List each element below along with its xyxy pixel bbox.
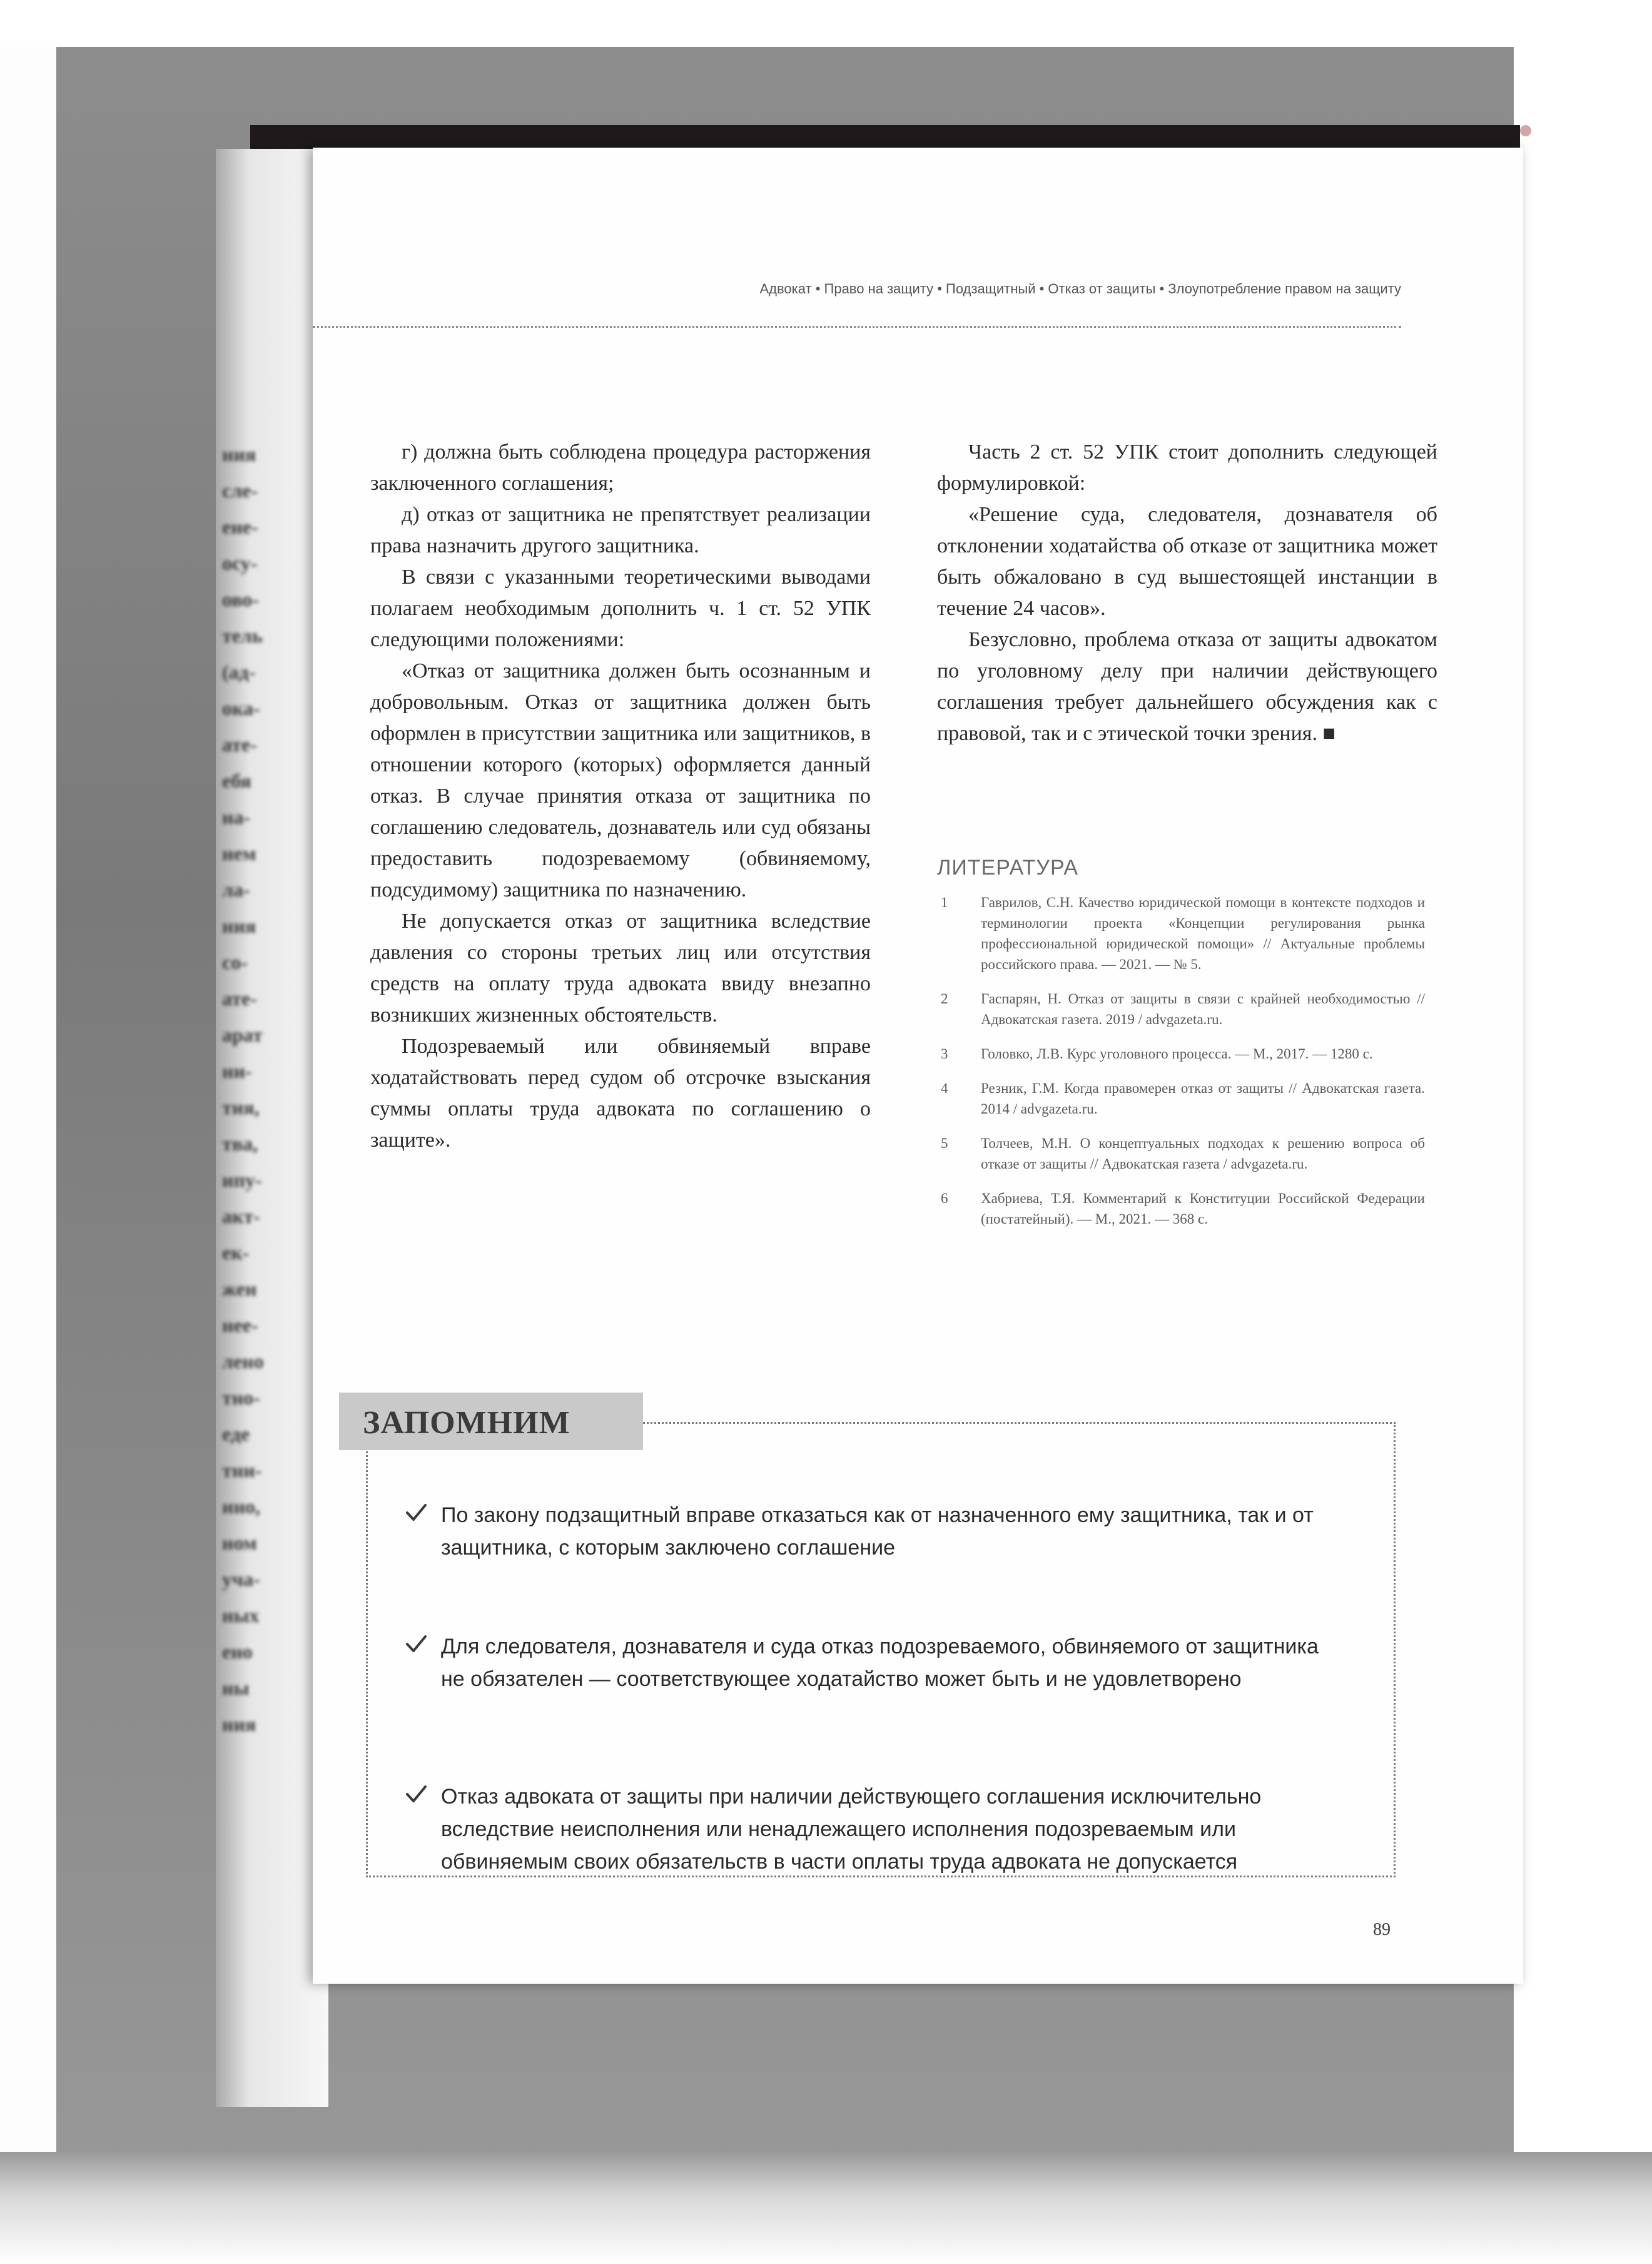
reference-number: 3: [941, 1046, 948, 1062]
reference-item: [937, 1188, 1425, 1229]
reference-text: Толчеев, М.Н. О концептуальных подходах к решению вопроса об отказе от защиты // Адвокатская газета / advgazeta.ru.: [981, 1135, 1425, 1172]
book-page: [313, 148, 1523, 1984]
left-page-text-fragment: сле-: [222, 479, 258, 502]
scan-edge-right: [1514, 0, 1652, 2264]
reference-text: Резник, Г.М. Когда правомерен отказ от защиты // Адвокатская газета. 2014 / advgazeta.ru.: [981, 1080, 1425, 1117]
remember-item-text: По закону подзащитный вправе отказаться как от назначенного ему защитника, так и от защитника, с которым заключено соглашение: [441, 1503, 1314, 1560]
scan-edge-bottom: [0, 2152, 1652, 2264]
reference-item: [937, 1043, 1425, 1064]
left-page-text-fragment: ено: [222, 1640, 253, 1663]
left-page-text-fragment: ны: [222, 1677, 250, 1699]
left-page-text-fragment: ино,: [222, 1495, 260, 1518]
reference-text: Хабриева, Т.Я. Комментарий к Конституции Российской Федерации (постатейный). — М., 2021. — 368 с.: [981, 1190, 1425, 1227]
left-page-text-fragment: тия,: [222, 1096, 260, 1119]
reference-item: [937, 988, 1425, 1030]
remember-item: [403, 1630, 1342, 1695]
reference-number: 2: [941, 991, 948, 1007]
scan-edge-top: [0, 0, 1652, 47]
reference-number: 4: [941, 1080, 948, 1096]
left-page-text-fragment: уча-: [222, 1568, 260, 1590]
reference-text: Головко, Л.В. Курс уголовного процесса. — М., 2017. — 1280 с.: [981, 1046, 1373, 1062]
left-page-text-fragment: ате-: [222, 733, 257, 756]
reference-text: Гаспарян, Н. Отказ от защиты в связи с крайней необходимостью // Адвокатская газета. 2019 / advgazeta.ru.: [981, 991, 1425, 1027]
left-page-text-fragment: (ад-: [222, 661, 256, 683]
remember-item: [403, 1499, 1342, 1564]
left-page-text-fragment: ния: [222, 443, 256, 465]
left-page-text-fragment: ока-: [222, 697, 260, 719]
left-page-text-fragment: ебя: [222, 769, 251, 792]
remember-item: [403, 1780, 1342, 1878]
left-page-fragment: [216, 149, 328, 2107]
left-page-text-fragment: ния: [222, 915, 256, 937]
paragraph: Подозреваемый или обвиняемый вправе ходатайствовать перед судом об отсрочке взыскания суммы оплаты труда адвоката по соглашению о защите».: [370, 1035, 871, 1152]
left-page-text-fragment: тель: [222, 624, 263, 647]
left-page-text-fragment: ния: [222, 1713, 256, 1735]
checkmark-icon: [403, 1782, 428, 1807]
left-page-text-fragment: на-: [222, 806, 251, 828]
left-page-text-fragment: тно-: [222, 1386, 260, 1409]
reference-text: Гаврилов, С.Н. Качество юридической помощи в контексте подходов и терминологии проекта «Концепции регулирования рынка профессиональной юридической помощи» // Актуальные проблемы российского права. — 2021. — № 5.: [981, 895, 1425, 972]
left-page-text-fragment: ате-: [222, 987, 257, 1010]
paragraph: Часть 2 ст. 52 УПК стоит дополнить следующей формулировкой:: [937, 440, 1437, 495]
paragraph: Безусловно, проблема отказа от защиты адвокатом по уголовному делу при наличии действующего соглашения требует дальнейшего обсуждения как с правовой, так и с этической точки зрения. ■: [937, 628, 1437, 745]
reference-number: 1: [941, 895, 948, 910]
reference-number: 6: [941, 1190, 948, 1206]
left-page-text-fragment: арат: [222, 1023, 263, 1046]
left-page-text-fragment: осу-: [222, 552, 258, 574]
left-page-text-fragment: акт-: [222, 1205, 260, 1227]
paragraph: Не допускается отказ от защитника вследствие давления со стороны третьих лиц или отсутствия средств на оплату труда адвоката ввиду внезапно возникших жизненных обстоятельств.: [370, 910, 871, 1027]
references-title: ЛИТЕРАТУРА: [937, 856, 1079, 880]
left-page-text-fragment: со-: [222, 951, 248, 973]
page-number: 89: [1373, 1920, 1391, 1939]
left-page-text-fragment: ла-: [222, 878, 250, 901]
remember-title: ЗАПОМНИМ: [363, 1405, 570, 1441]
paragraph: г) должна быть соблюдена процедура расторжения заключенного соглашения;: [370, 440, 871, 495]
left-page-text-fragment: тва,: [222, 1132, 258, 1155]
references-list: [937, 892, 1425, 1243]
left-page-text-fragment: ном: [222, 1531, 257, 1554]
running-header: Адвокат • Право на защиту • Подзащитный • Отказ от защиты • Злоупотребление правом на защиту: [759, 281, 1401, 297]
left-page-text-fragment: ек-: [222, 1241, 250, 1264]
reference-item: [937, 892, 1425, 975]
left-page-text-fragment: жен: [222, 1277, 257, 1300]
reference-item: [937, 1133, 1425, 1174]
remember-item-text: Отказ адвоката от защиты при наличии действующего соглашения исключительно вследствие неисполнения или ненадлежащего исполнения подозреваемым или обвиняемым своих обязательств в части оплаты труда адвоката не допускается: [441, 1785, 1262, 1874]
left-page-text-fragment: тни-: [222, 1459, 262, 1481]
paragraph: д) отказ от защитника не препятствует реализации права назначить другого защитника.: [370, 503, 871, 557]
right-text-column: [937, 437, 1437, 749]
reference-number: 5: [941, 1135, 948, 1151]
left-page-text-fragment: ни-: [222, 1060, 252, 1082]
scan-edge-left: [0, 0, 56, 2264]
paragraph: «Отказ от защитника должен быть осознанным и добровольным. Отказ от защитника должен быть оформлен в присутствии защитника или защитников, в отношении которого (которых) оформляется данный отказ. В случае принятия отказа от защитника по соглашению следователь, дознаватель или суд обязаны предоставить подозреваемому (обвиняемому, подсудимому) защитника по назначению.: [370, 659, 871, 901]
checkmark-icon: [403, 1632, 428, 1657]
left-page-text-fragment: нее-: [222, 1314, 258, 1336]
left-page-text-fragment: лено: [222, 1350, 264, 1373]
left-page-text-fragment: еде: [222, 1423, 250, 1445]
checkmark-icon: [403, 1500, 428, 1525]
left-page-text-fragment: ово-: [222, 588, 259, 611]
reference-item: [937, 1078, 1425, 1119]
left-page-text-fragment: ене-: [222, 515, 258, 538]
remember-item-text: Для следователя, дознавателя и суда отказ подозреваемого, обвиняемого от защитника не обязателен — соответствующее ходатайство может быть и не удовлетворено: [441, 1635, 1319, 1691]
paragraph: В связи с указанными теоретическими выводами полагаем необходимым дополнить ч. 1 ст. 52 УПК следующими положениями:: [370, 566, 871, 651]
left-page-text-fragment: ных: [222, 1604, 260, 1627]
left-text-column: [370, 437, 871, 1156]
header-divider: [313, 326, 1401, 328]
left-page-text-fragment: ипу-: [222, 1169, 262, 1191]
left-page-text-fragment: нем: [222, 842, 256, 865]
paragraph: «Решение суда, следователя, дознавателя об отклонении ходатайства об отказе от защитника может быть обжаловано в суд вышестоящей инстанции в течение 24 часов».: [937, 503, 1437, 620]
decor-dot: [1520, 125, 1531, 136]
